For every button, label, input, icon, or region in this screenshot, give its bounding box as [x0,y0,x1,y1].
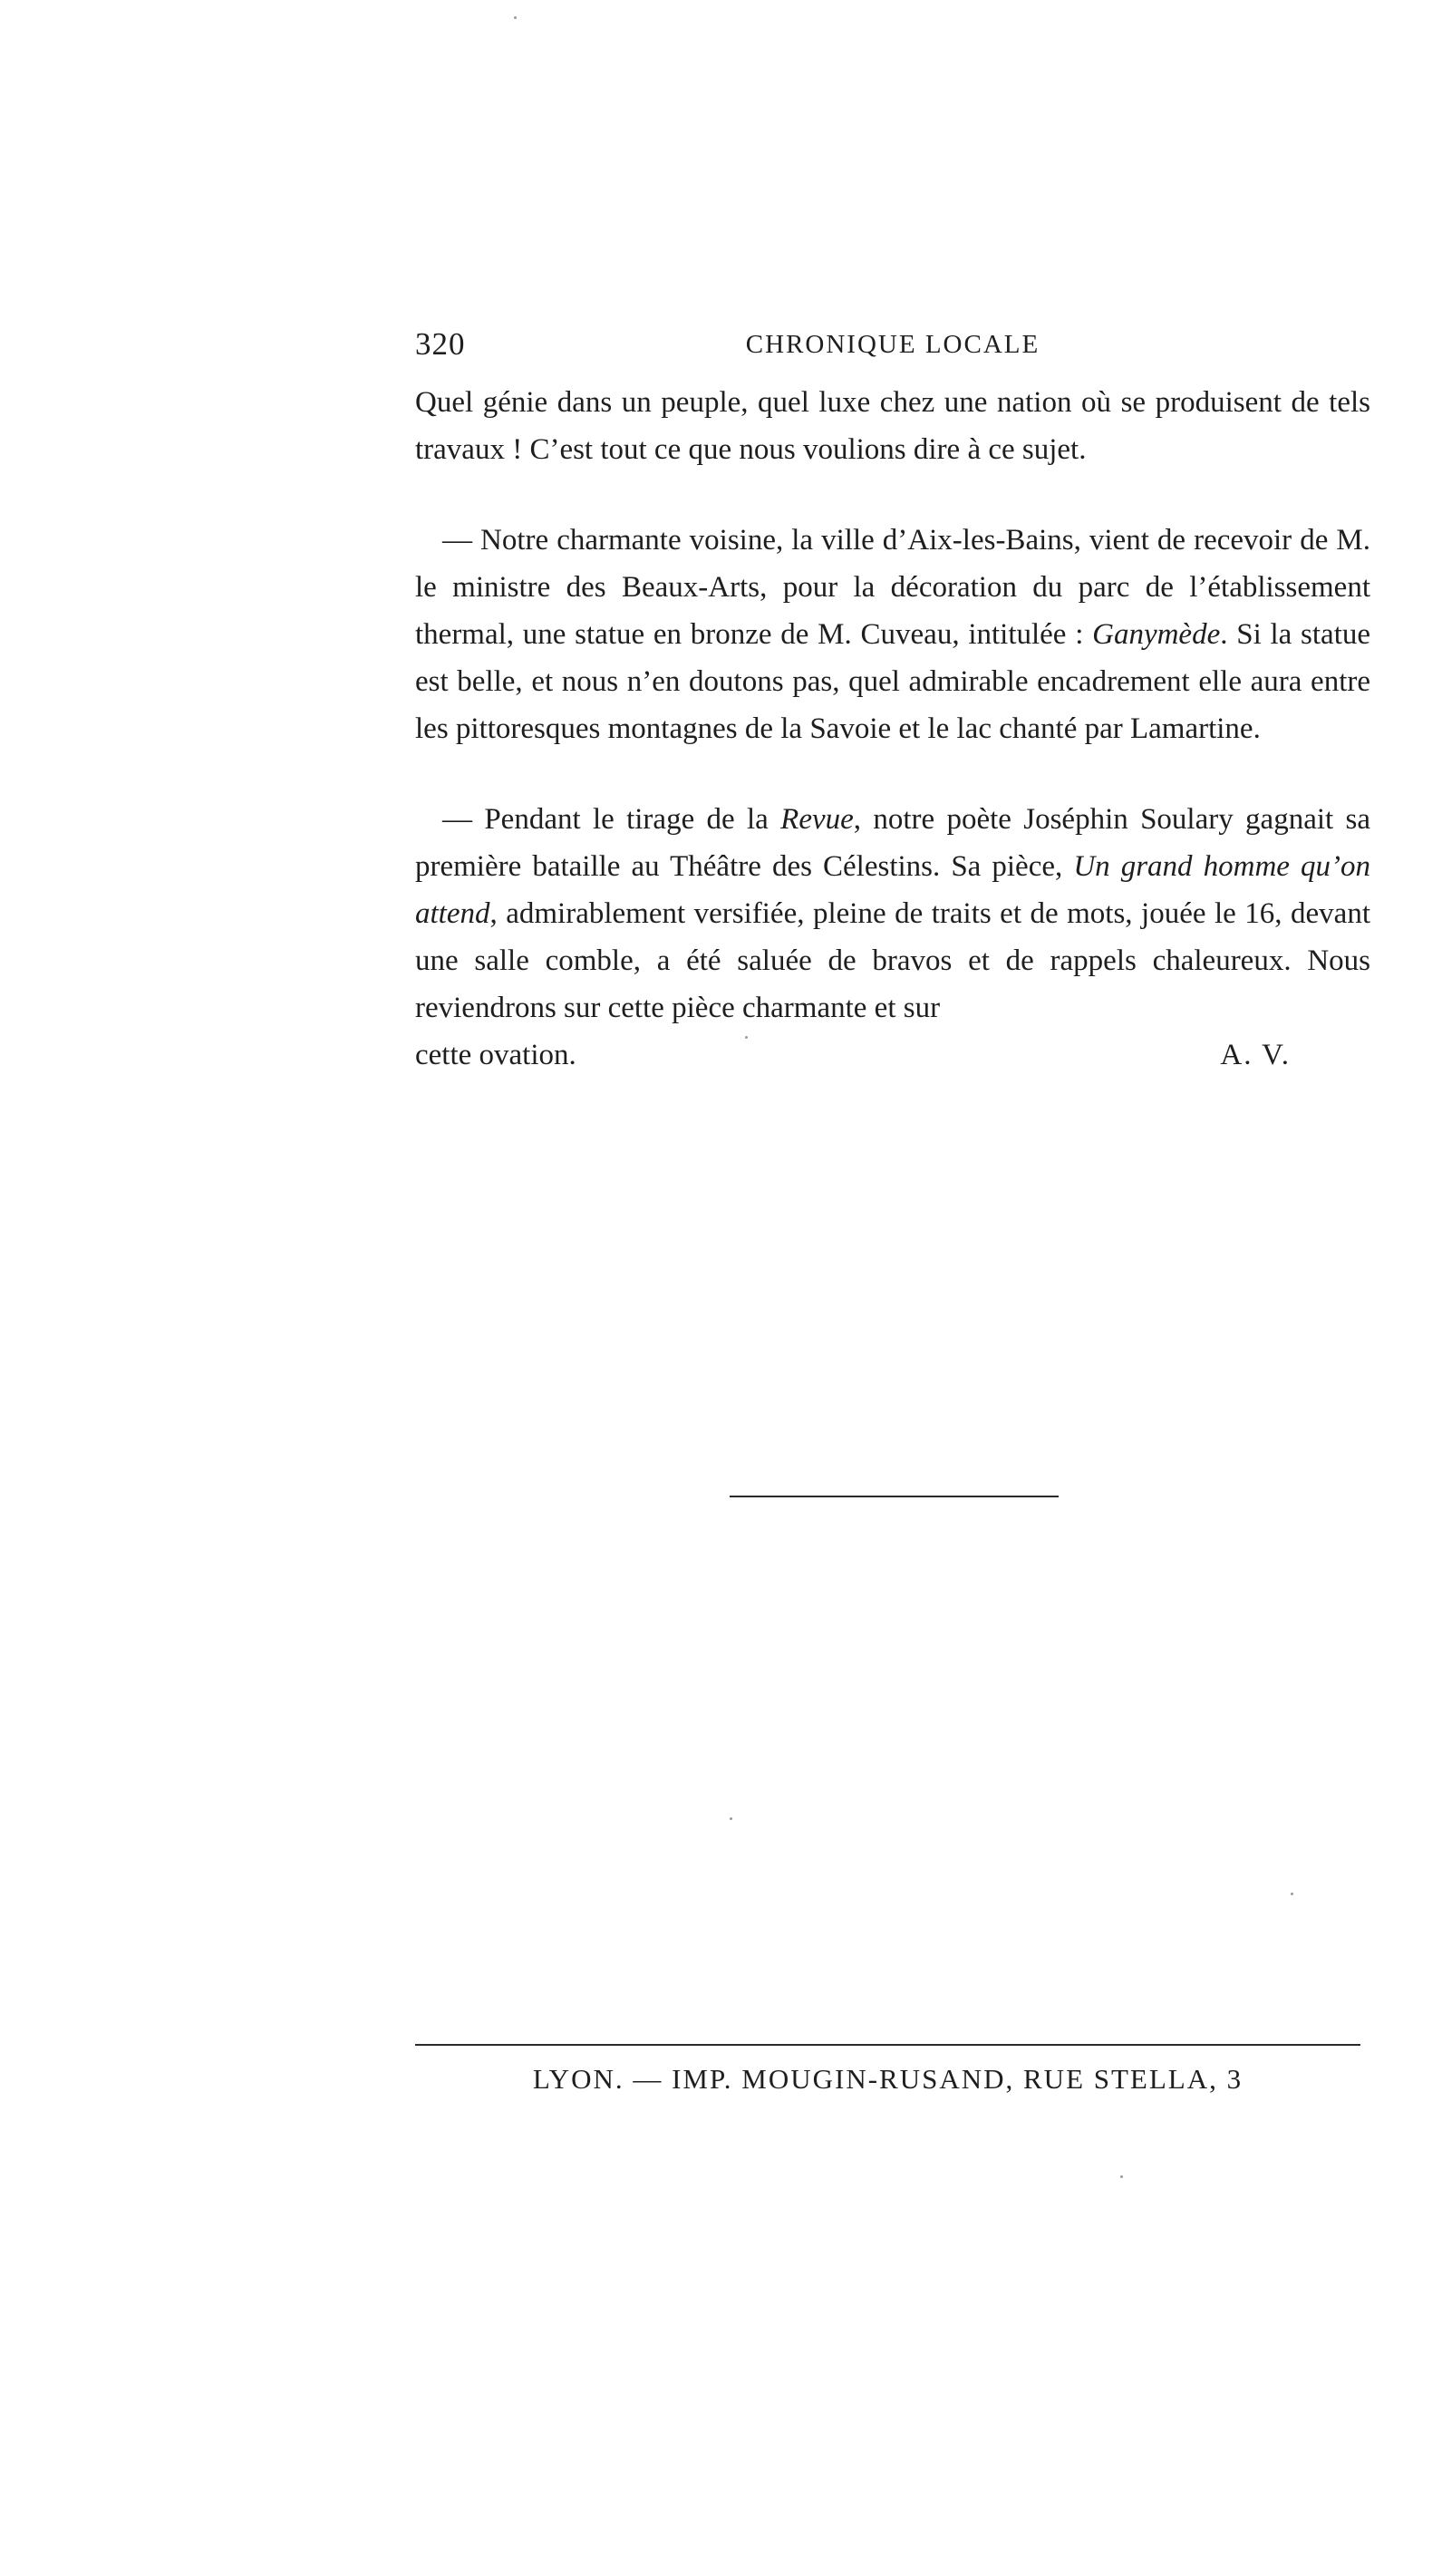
paragraph-3-italic-title: Un grand homme qu’on attend [415,850,1370,930]
signature: A. V. [1220,1039,1291,1071]
footer-rule [415,2044,1360,2046]
paragraph-3-closing [415,1031,1370,1079]
paragraph-2-rest: . Si la statue est belle, et nous n’en doutons pas, quel admirable encadrement elle aura entre les pittoresques montagnes de la Savoie et le lac chanté par Lamartine. [415,618,1371,745]
running-head [415,322,1370,367]
paper-speck [1291,1893,1293,1895]
paragraph-2 [415,517,1370,752]
section-divider [730,1496,1059,1497]
paragraph-2-italic: Ganymède [1092,618,1221,651]
page-number: 320 [415,326,466,362]
paragraph-2-lead: — Notre charmante voisine, la ville d’Aix-les-Bains, vient de recevoir de M. le ministre des Beaux-Arts, pour la décoration du parc de l’établissement thermal, une statue en bronze de M. Cuveau, intitulée : [415,524,1370,651]
paper-speck [745,1036,748,1039]
paragraph-3-rest: , admirablement versifiée, pleine de traits et de mots, jouée le 16, devant une salle comble, a été saluée de bravos et de rappels chaleureux. Nous reviendrons sur cette pièce charmante et sur [415,897,1370,1024]
paper-speck [514,16,517,19]
paper-speck [1120,2175,1123,2178]
paragraph-3-last-line: cette ovation. [415,1039,576,1071]
paper-speck [730,1817,732,1820]
paragraph-1: Quel génie dans un peuple, quel luxe chez une nation où se produisent de tels travaux ! C’est tout ce que nous voulions dire à ce sujet. [415,386,1370,466]
paragraph-3-lead: — Pendant le tirage de la [442,803,781,836]
paragraph-3 [415,796,1370,1031]
body-text [415,379,1370,1079]
paragraph-3-mid: , notre poète Joséphin Soulary gagnait sa première bataille au Théâtre des Célestins. Sa pièce, [415,803,1370,883]
paragraph-3-italic-revue: Revue [780,803,854,836]
printer-imprint: LYON. — IMP. MOUGIN-RUSAND, RUE STELLA, 3 [532,2063,1244,2095]
running-title: CHRONIQUE LOCALE [745,330,1040,359]
